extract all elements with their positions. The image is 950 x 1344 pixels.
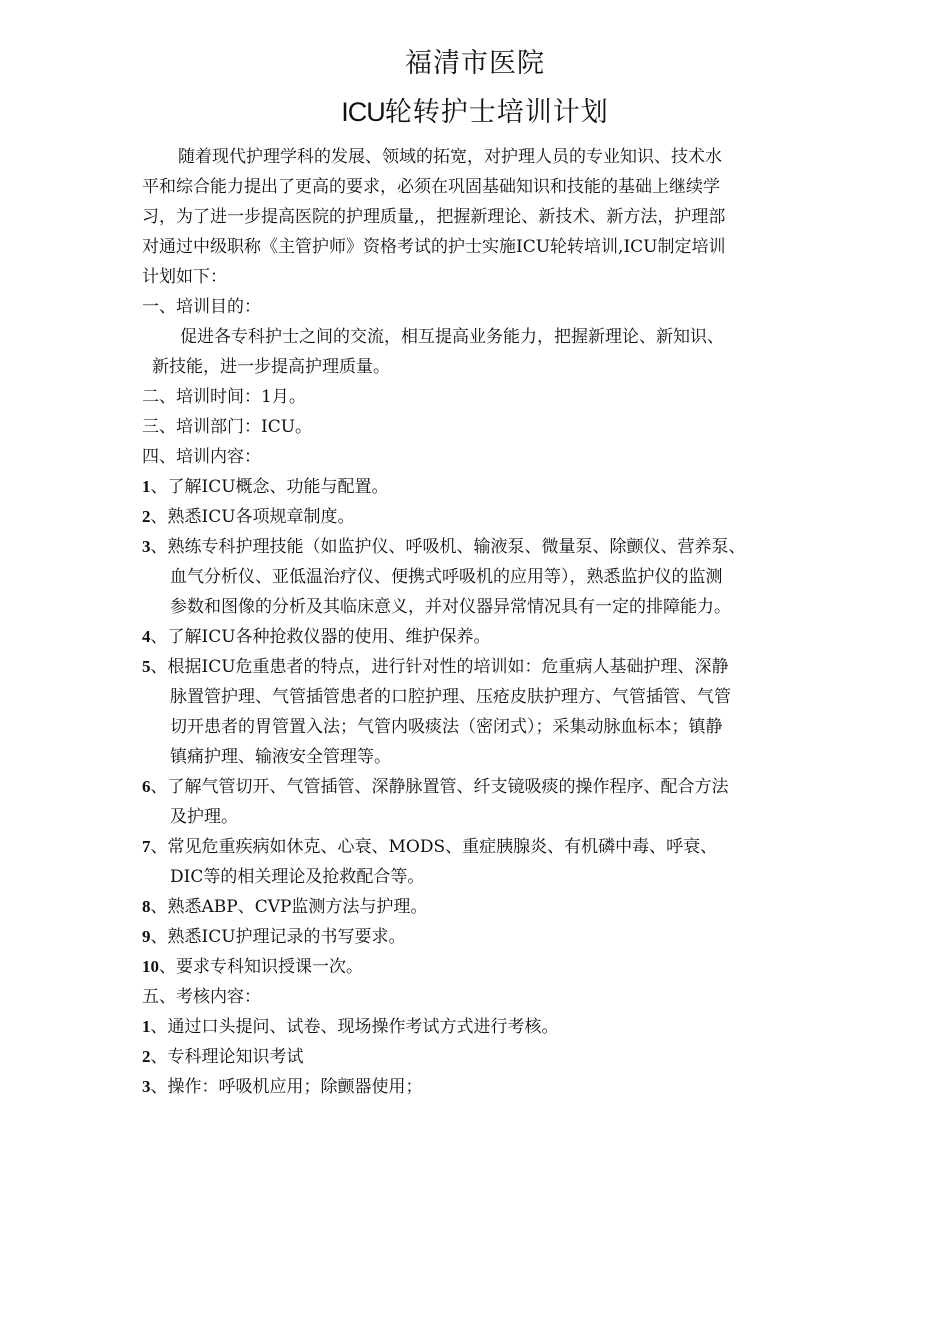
- item-text: 、操作：呼吸机应用；除颤器使用；: [150, 1077, 423, 1097]
- content-item: [142, 952, 832, 982]
- item-number: 6: [142, 777, 151, 796]
- item-number: 10: [142, 957, 159, 976]
- section-content-heading: [142, 442, 822, 472]
- section-department: [142, 412, 822, 442]
- section-heading: 一、培训目的：: [142, 297, 261, 317]
- item-text: 及护理。: [170, 807, 238, 827]
- content-item: [142, 892, 832, 922]
- section-assessment: [142, 982, 822, 1012]
- intro-line: 习，为了进一步提高医院的护理质量,，把握新理论、新技术、新方法，护理部: [142, 207, 726, 227]
- hospital-title: 福清市医院: [405, 48, 545, 79]
- intro-line: 计划如下：: [142, 267, 227, 287]
- intro-line: 对通过中级职称《主管护师》资格考试的护士实施ICU轮转培训,ICU制定培训: [142, 237, 726, 257]
- item-text: 、熟练专科护理技能（如监护仪、呼吸机、输液泵、微量泵、除颤仪、营养泵、: [150, 537, 746, 557]
- item-number: 5: [142, 657, 151, 676]
- intro-line: 平和综合能力提出了更高的要求，必须在巩固基础知识和技能的基础上继续学: [142, 177, 720, 197]
- item-number: 8: [142, 897, 151, 916]
- content-item: [142, 532, 832, 622]
- item-text: 切开患者的胃管置入法；气管内吸痰法（密闭式）；采集动脉血标本；镇静: [170, 717, 723, 737]
- assessment-item: [142, 1012, 832, 1042]
- assessment-item: [142, 1072, 832, 1102]
- content-item: [142, 502, 832, 532]
- item-text: 、熟悉ABP、CVP监测方法与护理。: [150, 897, 428, 917]
- item-text: 、常见危重疾病如休克、心衰、MODS、重症胰腺炎、有机磷中毒、呼衰、: [150, 837, 718, 857]
- section-heading: 四、培训内容：: [142, 447, 261, 467]
- content-item: [142, 472, 832, 502]
- content-item: [142, 652, 832, 772]
- item-text: 、了解ICU概念、功能与配置。: [150, 477, 389, 497]
- item-text: 、熟悉ICU各项规章制度。: [150, 507, 355, 527]
- item-number: 1: [142, 1017, 151, 1036]
- content-item: [142, 922, 832, 952]
- content-item: [142, 832, 832, 892]
- item-text: 、熟悉ICU护理记录的书写要求。: [150, 927, 406, 947]
- item-number: 2: [142, 1047, 151, 1066]
- item-text: 镇痛护理、输液安全管理等。: [170, 747, 391, 767]
- title-rest: 轮转护士培训计划: [384, 97, 609, 128]
- item-number: 3: [142, 537, 151, 556]
- item-number: 4: [142, 627, 151, 646]
- item-text: 、了解ICU各种抢救仪器的使用、维护保养。: [150, 627, 491, 647]
- assessment-item: [142, 1042, 832, 1072]
- section-body-line: 新技能，进一步提高护理质量。: [152, 357, 390, 377]
- item-text: DIC等的相关理论及抢救配合等。: [170, 867, 425, 887]
- title-icu: ICU: [341, 97, 385, 127]
- item-number: 1: [142, 477, 151, 496]
- section-heading: 五、考核内容：: [142, 987, 261, 1007]
- item-text: 、根据ICU危重患者的特点，进行针对性的培训如：危重病人基础护理、深静: [150, 657, 729, 677]
- section-heading: 二、培训时间：1月。: [142, 387, 306, 407]
- content-item: [142, 622, 832, 652]
- item-number: 9: [142, 927, 151, 946]
- item-text: 、专科理论知识考试: [150, 1047, 304, 1067]
- section-time: [142, 382, 822, 412]
- item-text: 、要求专科知识授课一次。: [159, 957, 363, 977]
- section-purpose: [142, 292, 822, 382]
- item-number: 3: [142, 1077, 151, 1096]
- item-text: 、了解气管切开、气管插管、深静脉置管、纤支镜吸痰的操作程序、配合方法: [150, 777, 729, 797]
- item-text: 脉置管护理、气管插管患者的口腔护理、压疮皮肤护理方、气管插管、气管: [170, 687, 731, 707]
- content-item: [142, 772, 832, 832]
- item-number: 7: [142, 837, 151, 856]
- item-text: 参数和图像的分析及其临床意义，并对仪器异常情况具有一定的排障能力。: [170, 597, 731, 617]
- section-body-line: 促进各专科护士之间的交流，相互提高业务能力，把握新理论、新知识、: [180, 327, 724, 347]
- item-number: 2: [142, 507, 151, 526]
- item-text: 、通过口头提问、试卷、现场操作考试方式进行考核。: [150, 1017, 559, 1037]
- section-heading: 三、培训部门：ICU。: [142, 417, 313, 437]
- item-text: 血气分析仪、亚低温治疗仪、便携式呼吸机的应用等），熟悉监护仪的监测: [170, 567, 723, 587]
- document-title: [0, 92, 950, 133]
- intro-paragraph: [142, 142, 822, 292]
- intro-line: 随着现代护理学科的发展、领域的拓宽，对护理人员的专业知识、技术水: [178, 147, 722, 167]
